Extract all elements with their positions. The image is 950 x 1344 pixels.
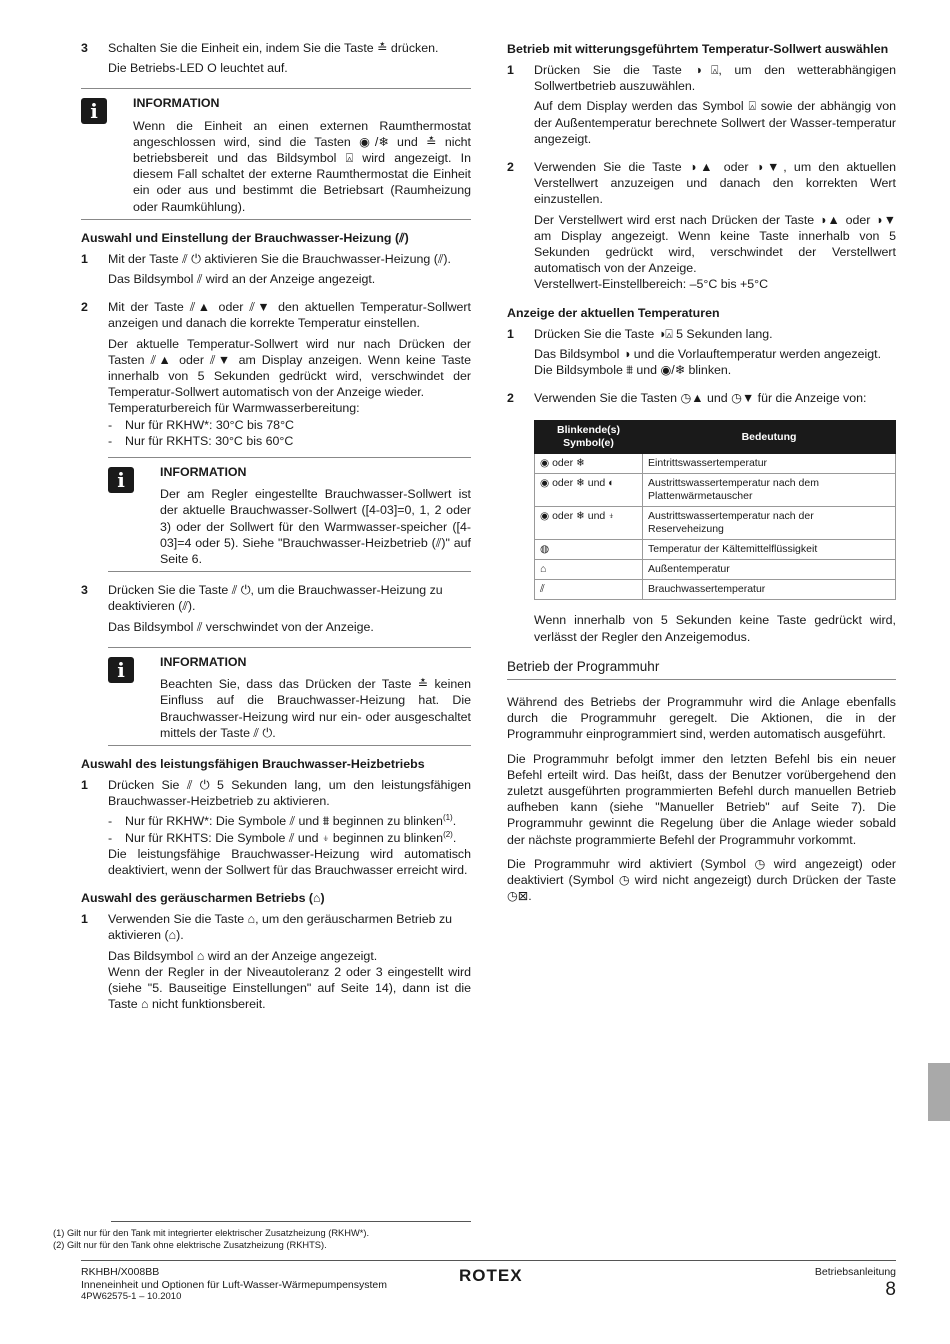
table-cell: ⫽ <box>535 580 643 600</box>
symbol-meaning-table <box>534 420 896 600</box>
step-subtext: Das Bildsymbol ◑ und die Vorlauftemperatur werden angezeigt. Die Bildsymbole ⩩ und ◉/❄ blinken. <box>534 346 882 378</box>
table-cell: ⌂ <box>535 560 643 580</box>
section-title-timer: Betrieb der Programmuhr <box>507 659 896 680</box>
step-number: 3 <box>81 41 88 55</box>
weather-step-2 <box>507 159 896 297</box>
list-item: - Nur für RKHW*: 30°C bis 78°C <box>108 417 471 433</box>
timer-paragraph-3: Die Programmuhr wird aktiviert (Symbol ◷ wird angezeigt) oder deaktiviert (Symbol ◷ wird nicht angezeigt) durch Drücken der Taste ◷⊠. <box>507 856 896 904</box>
step-number: 1 <box>81 777 88 792</box>
section-heading-temperatures: Anzeige der aktuellen Temperaturen <box>507 305 720 320</box>
step-subtext: Der aktuelle Temperatur-Sollwert wird nur nach Drücken der Tasten ⫽▲ oder ⫽▼ am Display anzeigen. Wenn keine Taste innerhalb von 5 Sekunden gedrückt wird, verschwindet der Temperatur-Sollwert automatisch von der Anzeige wieder. <box>108 336 471 400</box>
table-row <box>535 580 896 600</box>
quiet-step-1 <box>81 911 471 1016</box>
table-cell: Austrittswassertemperatur nach der Reserveheizung <box>643 507 896 540</box>
step-text: Drücken Sie die Taste ◑⍓ 5 Sekunden lang. <box>534 326 773 341</box>
timer-paragraph-2: Die Programmuhr befolgt immer den letzten Befehl bis ein neuer Befehl erteilt wird. Das heißt, dass der Benutzer vorübergehend den zuletzt ausgeführten programmierten Befehl durch manuellen Betrieb aufheben kann (siehe "Manueller Betrieb" auf Seite 7). Die Programmuhr gewinnt die Regelung über die Anlage wieder sobald der nächste programmierte Befehl der Programmuhr vorkommt. <box>507 751 896 847</box>
doc-code: RKHBH/X008BB <box>81 1266 160 1278</box>
step-text: Schalten Sie die Einheit ein, indem Sie die Taste ≛ drücken. <box>108 41 439 55</box>
step-text: Mit der Taste ⫽▲ oder ⫽▼ den aktuellen Temperatur-Sollwert anzeigen und danach die korrekte Temperatur einstellen. <box>108 300 471 331</box>
step-number: 1 <box>507 63 514 77</box>
doc-number: 4PW62575-1 – 10.2010 <box>81 1291 182 1302</box>
left-column <box>81 40 471 1024</box>
step-text: Verwenden Sie die Tasten ◷▲ und ◷▼ für die Anzeige von: <box>534 391 867 406</box>
table-row <box>535 560 896 580</box>
step-text: Verwenden Sie die Taste ◑▲ oder ◑▼, um den aktuellen Verstellwert anzuzeigen und danach den korrekten Wert einzustellen. <box>534 160 896 207</box>
step-text: Mit der Taste ⫽ ⏻ aktivieren Sie die Brauchwasser-Heizung (⫽). <box>108 251 451 266</box>
step-number: 2 <box>507 391 514 406</box>
info-icon: i <box>108 657 134 683</box>
table-row <box>535 474 896 507</box>
step-3-switch-on <box>81 40 471 80</box>
list-item: - Nur für RKHTS: 30°C bis 60°C <box>108 433 471 449</box>
range-label: Temperaturbereich für Warmwasserbereitung: <box>108 401 360 416</box>
footnotes <box>53 1221 471 1251</box>
step-number: 1 <box>507 326 514 341</box>
table-cell: Außentemperatur <box>643 560 896 580</box>
table-cell: ◉ oder ❄ <box>535 454 643 474</box>
list-item: - Nur für RKHW*: Die Symbole ⫽ und ⩩ beginnen zu blinken$^{(1)}$. <box>108 813 471 829</box>
rotex-logo: ROTEX <box>459 1266 523 1285</box>
table-cell: Temperatur der Kältemittelflüssigkeit <box>643 540 896 560</box>
footnote: (2) Gilt nur für den Tank ohne elektrische Zusatzheizung (RKHTS). <box>53 1239 327 1250</box>
section-heading-weather: Betrieb mit witterungsgeführtem Temperatur-Sollwert auswählen <box>507 42 889 56</box>
info-icon: i <box>81 98 107 124</box>
step-number: 2 <box>81 300 88 315</box>
table-header-row <box>535 421 896 454</box>
step-subtext: Die leistungsfähige Brauchwasser-Heizung wird automatisch deaktiviert, wenn der Sollwert für das Brauchwasser erreicht wird. <box>108 846 471 877</box>
temp-step-2 <box>507 390 896 410</box>
info-title: INFORMATION <box>160 465 247 480</box>
info-title: INFORMATION <box>160 654 247 669</box>
step-number: 2 <box>507 160 514 175</box>
table-cell: Brauchwassertemperatur <box>643 580 896 600</box>
section-heading-quiet: Auswahl des geräuscharmen Betriebs (⌂) <box>81 891 325 906</box>
page-footer <box>81 1260 896 1302</box>
info-text: Wenn die Einheit an einen externen Raumthermostat angeschlossen wird, sind die Tasten ◉/❄ und ≛ nicht betriebsbereit und das Bildsymbol ⍓ wird angezeigt. In diesem Fall schaltet der externe Raumthermostat die Einheit ein oder aus und bestimmt die Betriebsart (Raumheizung oder Raumkühlung). <box>133 118 471 214</box>
table-header: Bedeutung <box>643 421 896 454</box>
step-subtext: Auf dem Display werden das Symbol ⍓ sowie der abhängig von der Außentemperatur berechnete Sollwert der Wasser-temperatur angezeigt. <box>534 99 896 146</box>
section-heading-powerful: Auswahl des leistungsfähigen Brauchwasser-Heizbetriebs <box>81 756 425 771</box>
timer-paragraph-1: Während des Betriebs der Programmuhr wird die Anlage ebenfalls durch die Programmuhr geregelt. Die Aktionen, die in der Programmuhr einprogrammiert sind, werden automatisch ausgeführt. <box>507 695 896 742</box>
step-number: 1 <box>81 251 88 266</box>
section-heading-dhw: Auswahl und Einstellung der Brauchwasser-Heizung (⫽) <box>81 230 409 245</box>
section-tab-marker <box>928 1063 950 1121</box>
symbol-list <box>108 813 471 845</box>
table-row <box>535 454 896 474</box>
information-box-thermostat <box>81 88 471 219</box>
step-subtext: Das Bildsymbol ⌂ wird an der Anzeige angezeigt. <box>108 948 378 963</box>
table-cell: ◉ oder ❄ und ⍖ <box>535 507 643 540</box>
step-text: Verwenden Sie die Taste ⌂, um den geräuscharmen Betrieb zu aktivieren (⌂). <box>108 912 453 943</box>
footer-doc-info <box>81 1266 387 1304</box>
list-item: - Nur für RKHTS: Die Symbole ⫽ und ⍖ beginnen zu blinken$^{(2)}$. <box>108 830 471 846</box>
info-text: Der am Regler eingestellte Brauchwasser-Sollwert ist der aktuelle Brauchwasser-Sollwert ([4-03]=0, 1, 2 oder 3) oder der Sollwert für den Warmwasser-speicher ([4-03]=4 oder 5). Siehe "Brauchwasser-Heizbetrieb (⫽)" auf Seite 6. <box>160 487 471 567</box>
table-cell: ◍ <box>535 540 643 560</box>
info-title: INFORMATION <box>133 96 220 111</box>
information-box-setpoint <box>108 457 471 572</box>
page-number: 8 <box>885 1278 896 1300</box>
dhw-step-1 <box>81 251 471 291</box>
info-icon: i <box>108 467 134 493</box>
doc-type: Betriebsanleitung <box>814 1266 896 1278</box>
right-column <box>507 40 896 913</box>
step-subtext: Das Bildsymbol ⫽ verschwindet von der Anzeige. <box>108 619 374 634</box>
powerful-step-1 <box>81 777 471 882</box>
footer-page-info <box>815 1266 896 1301</box>
step-number: 1 <box>81 912 88 927</box>
step-subtext: Die Betriebs-LED O leuchtet auf. <box>108 61 288 76</box>
table-cell: ◉ oder ❄ und ◐ <box>535 474 643 507</box>
step-number: 3 <box>81 583 88 598</box>
step-text: Drücken Sie ⫽ ⏻ 5 Sekunden lang, um den leistungsfähigen Brauchwasser-Heizbetrieb zu aktivieren. <box>108 777 471 809</box>
temp-step-1 <box>507 326 896 383</box>
step-text: Drücken Sie die Taste ◑⍓, um den wetterabhängigen Sollwertbetrieb auszuwählen. <box>534 63 896 94</box>
table-header: Blinkende(s) Symbol(e) <box>535 421 643 454</box>
table-cell: Austrittswassertemperatur nach dem Plattenwärmetauscher <box>643 474 896 507</box>
table-row <box>535 507 896 540</box>
step-subtext: Das Bildsymbol ⫽ wird an der Anzeige angezeigt. <box>108 272 376 287</box>
weather-step-1 <box>507 62 896 151</box>
step-text: Drücken Sie die Taste ⫽ ⏻, um die Brauchwasser-Heizung zu deaktivieren (⫽). <box>108 583 443 614</box>
table-cell: Eintrittswassertemperatur <box>643 454 896 474</box>
temperature-range-list <box>108 417 471 449</box>
step-range: Verstellwert-Einstellbereich: –5°C bis +5°C <box>534 277 769 292</box>
table-row <box>535 540 896 560</box>
info-text: Beachten Sie, dass das Drücken der Taste ≛ keinen Einfluss auf die Brauchwasser-Heizung hat. Die Brauchwasser-Heizung wird nur ein- oder ausgeschaltet mittels der Taste ⫽ ⏻. <box>160 677 471 740</box>
step-subtext: Der Verstellwert wird erst nach Drücken der Taste ◑▲ oder ◑▼ am Display angezeigt. Wenn keine Taste innerhalb von 5 Sekunden gedrückt wird, verschwindet der Verstellwert automatisch von der Anzeige. <box>534 212 896 276</box>
doc-description: Inneneinheit und Optionen für Luft-Wasser-Wärmepumpensystem <box>81 1278 388 1291</box>
table-note: Wenn innerhalb von 5 Sekunden keine Taste gedrückt wird, verlässt der Regler den Anzeigemodus. <box>534 613 896 644</box>
information-box-key <box>108 647 471 746</box>
dhw-step-3 <box>81 582 471 639</box>
footnote: (1) Gilt nur für den Tank mit integrierter elektrischer Zusatzheizung (RKHW*). <box>53 1228 370 1238</box>
dhw-step-2 <box>81 299 471 449</box>
step-subtext: Wenn der Regler in der Niveautoleranz 2 oder 3 eingestellt wird (siehe "5. Bauseitige Einstellungen" auf Seite 14), dann ist die Taste ⌂ nicht funktionsbereit. <box>108 964 471 1012</box>
